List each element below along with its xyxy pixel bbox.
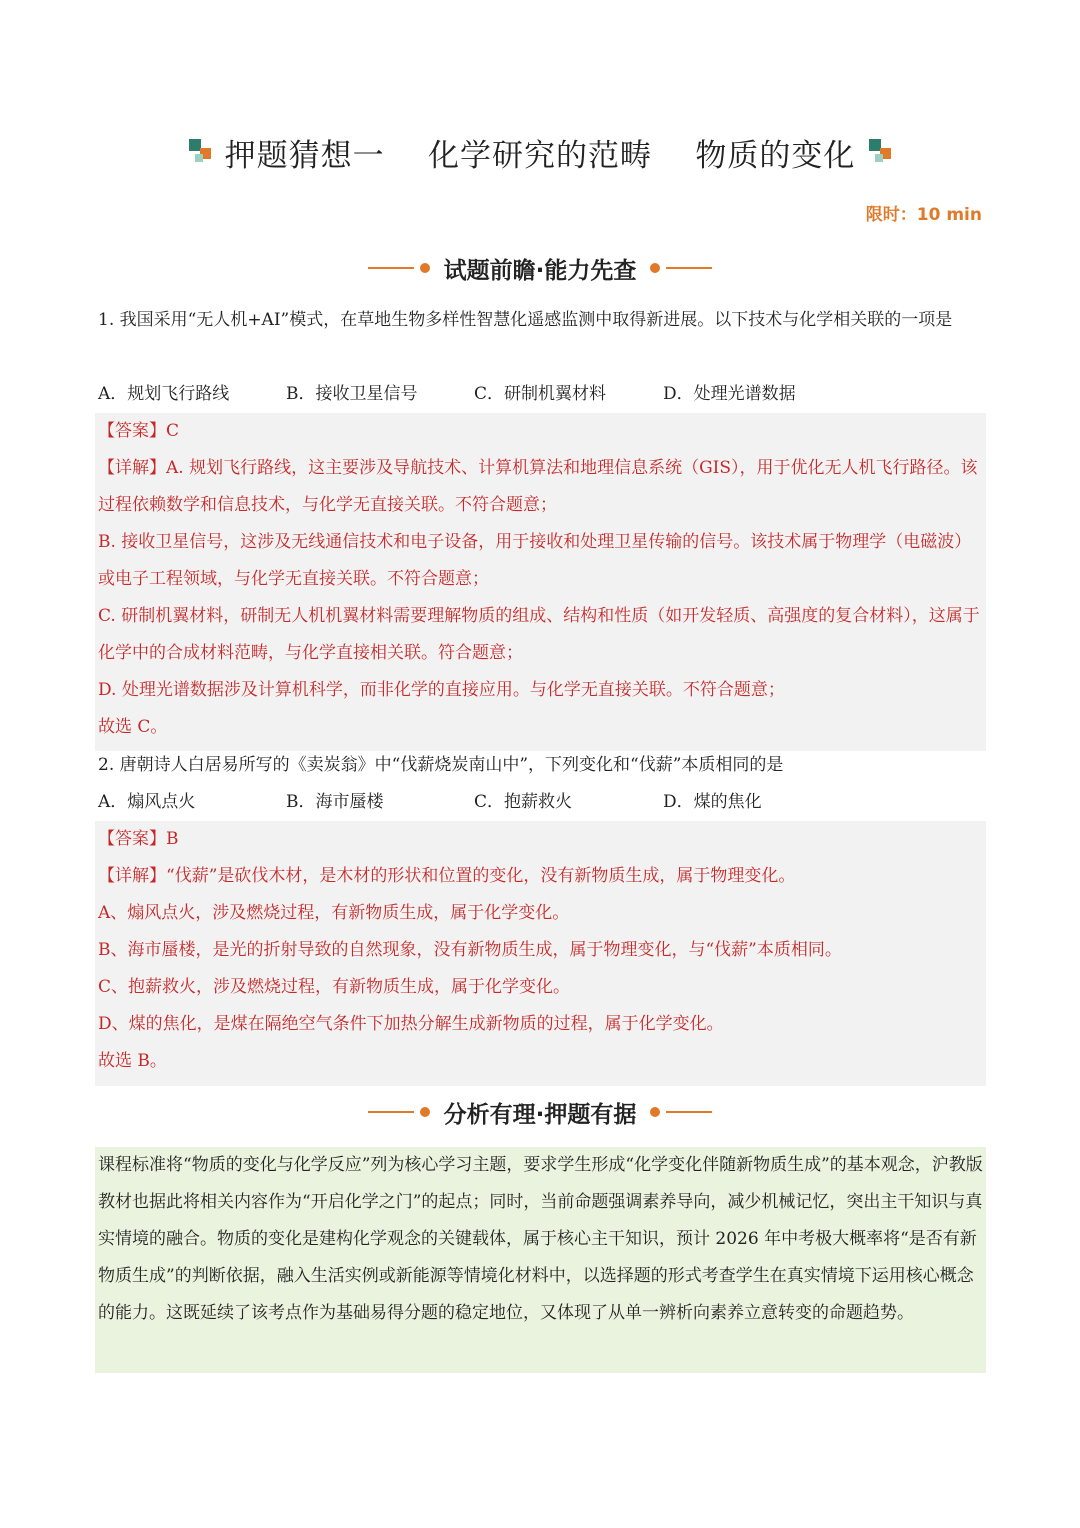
question-2-options xyxy=(98,784,988,821)
explanation-line: D. 处理光谱数据涉及计算机科学，而非化学的直接应用。与化学无直接关联。不符合题意； xyxy=(98,680,785,700)
question-2-stem: 2. 唐朝诗人白居易所写的《卖炭翁》中“伐薪烧炭南山中”，下列变化和“伐薪”本质相同的是 xyxy=(98,755,784,775)
divider-line xyxy=(666,267,712,269)
page-title: 押题猜想一 化学研究的范畴 物质的变化 xyxy=(224,137,856,174)
option-c: C．研制机翼材料 xyxy=(474,384,607,404)
section-title: 分析有理·押题有据 xyxy=(443,1101,637,1128)
divider-line xyxy=(368,1111,414,1113)
question-1-stem: 1. 我国采用“无人机+AI”模式，在草地生物多样性智慧化遥感监测中取得新进展。以下技术与化学相关联的一项是 xyxy=(98,310,953,330)
question-1-options xyxy=(98,376,988,413)
option-d: D．煤的焦化 xyxy=(663,792,762,812)
explanation-line: 【详解】“伐薪”是砍伐木材，是木材的形状和位置的变化，没有新物质生成，属于物理变化。 xyxy=(98,866,796,886)
explanation-line: D、煤的焦化，是煤在隔绝空气条件下加热分解生成新物质的过程，属于化学变化。 xyxy=(98,1014,724,1034)
option-a: A．煽风点火 xyxy=(98,792,196,812)
option-a: A．规划飞行路线 xyxy=(98,384,230,404)
option-c: C．抱薪救火 xyxy=(474,792,573,812)
section-header-analysis xyxy=(0,1092,1080,1132)
answer-block-1 xyxy=(95,413,986,751)
section-title: 试题前瞻·能力先查 xyxy=(443,257,637,284)
time-limit: 限时：10 min xyxy=(865,205,982,225)
dot-icon xyxy=(650,263,660,273)
explanation-line: 故选 C。 xyxy=(98,717,168,737)
divider-line xyxy=(368,267,414,269)
squares-decoration-icon xyxy=(187,137,213,167)
explanation-line: C、抱薪救火，涉及燃烧过程，有新物质生成，属于化学变化。 xyxy=(98,977,571,997)
divider-line xyxy=(666,1111,712,1113)
explanation-line: C. 研制机翼材料，研制无人机机翼材料需要理解物质的组成、结构和性质（如开发轻质、高强度的复合材料），这属于化学中的合成材料范畴，与化学直接相关联。符合题意； xyxy=(98,606,980,663)
explanation-line: 故选 B。 xyxy=(98,1051,167,1071)
dot-icon xyxy=(650,1107,660,1117)
option-b: B．接收卫星信号 xyxy=(286,384,418,404)
analysis-paragraph: 课程标准将“物质的变化与化学反应”列为核心学习主题，要求学生形成“化学变化伴随新物质生成”的基本观念，沪教版教材也据此将相关内容作为“开启化学之门”的起点；同时，当前命题强调素养导向，减少机械记忆，突出主干知识与真实情境的融合。物质的变化是建构化学观念的关键载体，属于核心主干知识，预计 2026 年中考极大概率将“是否有新物质生成”的判断依据，融入生活实例或新能源等情境化材料中，以选择题的形式考查学生在真实情境下运用核心概念的能力。这既延续了该考点作为基础易得分题的稳定地位，又体现了从单一辨析向素养立意转变的命题趋势。 xyxy=(95,1147,986,1373)
dot-icon xyxy=(420,1107,430,1117)
answer-block-2 xyxy=(95,821,986,1086)
page-title-row xyxy=(0,126,1080,178)
explanation-line: B、海市蜃楼，是光的折射导致的自然现象，没有新物质生成，属于物理变化，与“伐薪”本质相同。 xyxy=(98,940,842,960)
dot-icon xyxy=(420,263,430,273)
section-header-preview xyxy=(0,248,1080,288)
answer-line: 【答案】B xyxy=(98,829,179,849)
explanation-line: 【详解】A. 规划飞行路线，这主要涉及导航技术、计算机算法和地理信息系统（GIS），用于优化无人机飞行路径。该过程依赖数学和信息技术，与化学无直接关联。不符合题意； xyxy=(98,458,978,515)
answer-line: 【答案】C xyxy=(98,421,180,441)
option-d: D．处理光谱数据 xyxy=(663,384,796,404)
explanation-line: B. 接收卫星信号，这涉及无线通信技术和电子设备，用于接收和处理卫星传输的信号。该技术属于物理学（电磁波）或电子工程领域，与化学无直接关联。不符合题意； xyxy=(98,532,972,589)
option-b: B．海市蜃楼 xyxy=(286,792,384,812)
explanation-line: A、煽风点火，涉及燃烧过程，有新物质生成，属于化学变化。 xyxy=(98,903,570,923)
squares-decoration-icon xyxy=(867,137,893,167)
